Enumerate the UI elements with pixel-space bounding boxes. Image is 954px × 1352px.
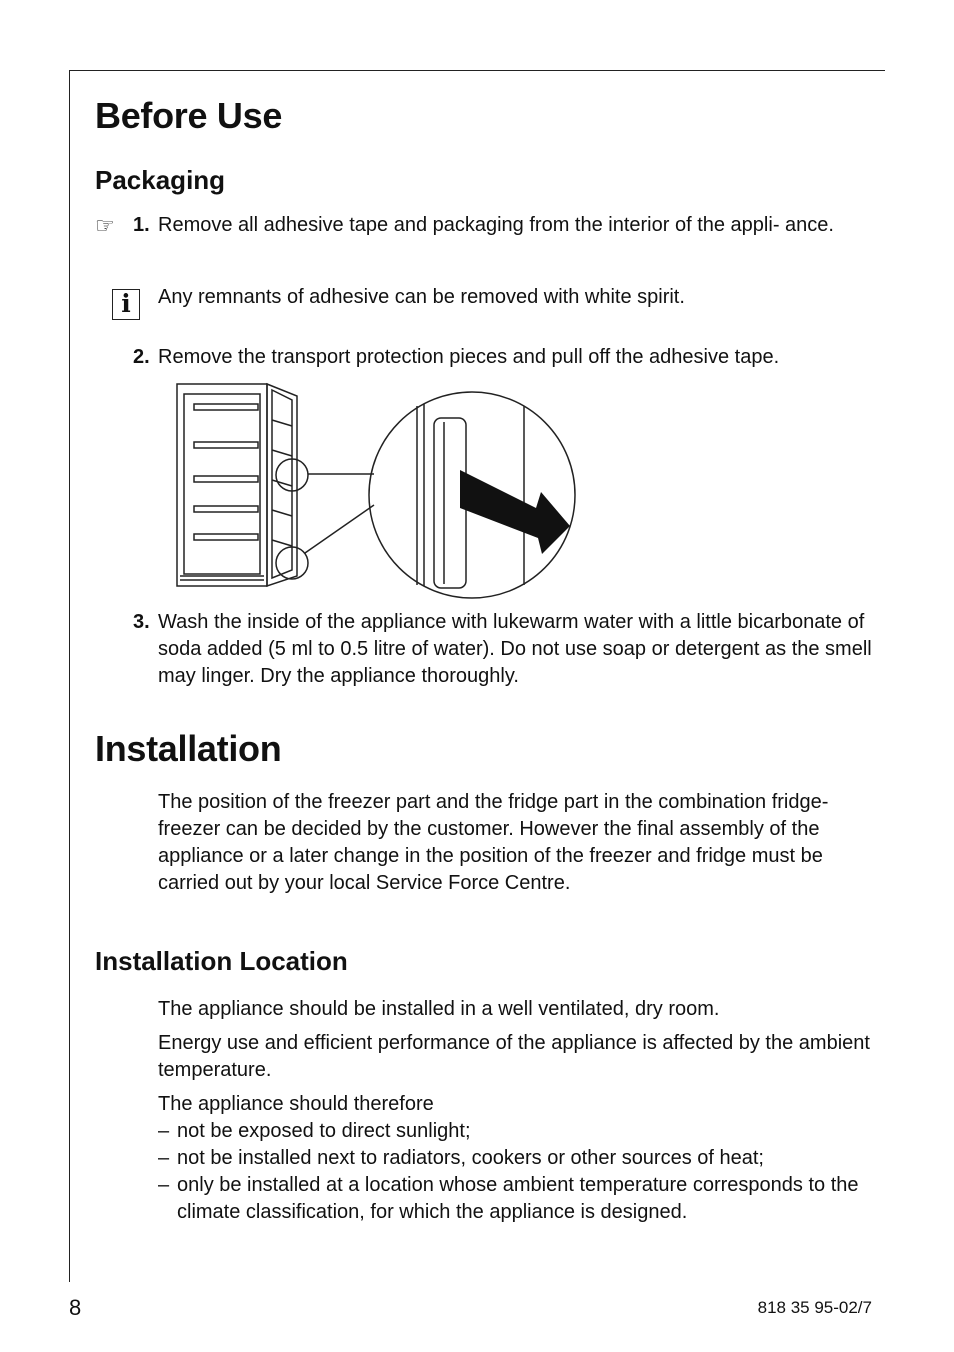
pointing-hand-icon: ☞	[95, 213, 115, 238]
left-rule	[69, 70, 70, 1282]
step1-text: Remove all adhesive tape and packaging from the interior of the appli- ance.	[158, 214, 834, 236]
location-para-1: The appliance should be installed in a well ventilated, dry room.	[158, 998, 720, 1020]
document-code: 818 35 95-02/7	[757, 1298, 872, 1317]
step2-number: 2.	[133, 346, 150, 368]
transport-protection-illustration	[172, 380, 582, 602]
installation-title: Installation	[95, 728, 282, 769]
installation-location-heading: Installation Location	[95, 946, 348, 976]
info-icon: i	[112, 289, 140, 320]
step3-number: 3.	[133, 611, 150, 633]
location-para-2: Energy use and efficient performance of the appliance is affected by the ambient temperature.	[158, 1032, 870, 1081]
installation-intro: The position of the freezer part and the fridge part in the combination fridge-freezer can be decided by the customer. However the final assembly of the appliance or a later change in the position of the freezer and fridge must be carried out by your local Service Force Centre.	[158, 791, 829, 894]
step2-text: Remove the transport protection pieces and pull off the adhesive tape.	[158, 346, 780, 368]
before-use-title: Before Use	[95, 95, 283, 136]
freezer-cabinet-drawing	[177, 384, 374, 586]
step1-number: 1.	[133, 214, 150, 236]
top-rule	[69, 70, 885, 71]
step3-text: Wash the inside of the appliance with lukewarm water with a little bicarbonate of soda added (5 ml to 0.5 litre of water). Do not use soap or detergent as the smell may linger. Dry the appliance thoroughly.	[158, 611, 872, 687]
info-text: Any remnants of adhesive can be removed with white spirit.	[158, 286, 685, 308]
packaging-heading: Packaging	[95, 165, 226, 195]
pull-direction-arrow	[460, 470, 570, 554]
location-para-3: The appliance should therefore	[158, 1093, 434, 1115]
page-number: 8	[69, 1295, 82, 1320]
